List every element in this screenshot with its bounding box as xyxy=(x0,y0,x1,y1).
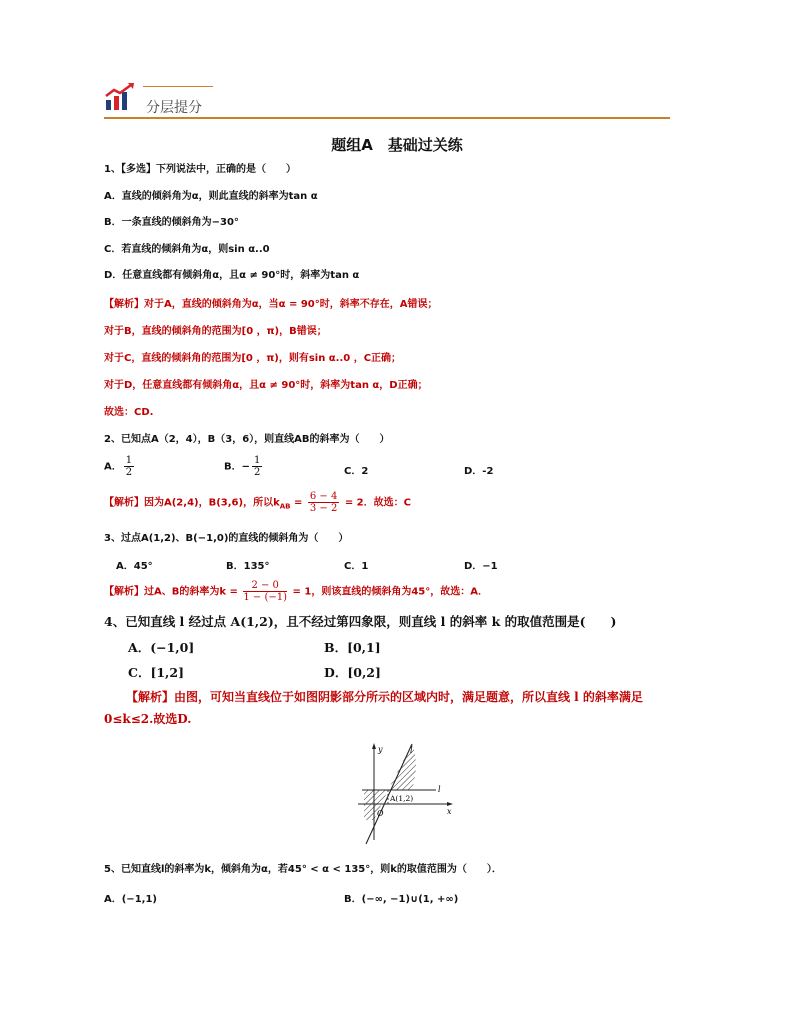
q4-option-d: D．[0,2] xyxy=(324,665,381,680)
q3-solution-numerator: 2 − 0 xyxy=(243,580,287,592)
q4-solution-2: 0≤k≤2.故选D. xyxy=(104,712,192,726)
header-top-rule xyxy=(143,86,213,87)
q3-solution xyxy=(104,580,488,603)
q3-option-c: C．1 xyxy=(344,561,369,572)
line-l-label-horizontal: l xyxy=(438,785,441,794)
q2-solution-subscript: AB xyxy=(279,502,291,511)
q1-solution-2: 对于B，直线的倾斜角的范围为[0 ，π)，B错误； xyxy=(104,326,327,337)
q4-stem: 4、已知直线 l 经过点 A(1,2)，且不经过第四象限，则直线 l 的斜率 k 的取值范围是( ) xyxy=(104,614,617,629)
q2-option-d: D．-2 xyxy=(464,466,494,477)
q3-solution-denominator: 1 − (−1) xyxy=(243,592,288,603)
q2-a-denominator: 2 xyxy=(125,467,133,478)
q4-option-b: B．[0,1] xyxy=(324,640,381,655)
q1-option-b: B．一条直线的倾斜角为−30° xyxy=(104,217,239,228)
chart-growth-icon xyxy=(104,82,136,112)
q1-option-a: A．直线的倾斜角为α，则此直线的斜率为tan α xyxy=(104,191,318,202)
q1-solution-4: 对于D，任意直线都有倾斜角α，且α ≠ 90°时，斜率为tan α，D正确； xyxy=(104,380,428,391)
q3-option-d: D．−1 xyxy=(464,561,498,572)
q2-option-c: C．2 xyxy=(344,466,369,477)
q4-figure xyxy=(350,740,460,845)
q2-solution-prefix: 【解析】因为A(2,4)，B(3,6)，所以k xyxy=(104,497,280,509)
q2-option-b-prefix: B．− xyxy=(224,461,251,473)
q2-b-denominator: 2 xyxy=(254,467,261,478)
q2-solution-suffix: = 2．故选：C xyxy=(344,497,411,509)
y-axis-arrow-icon xyxy=(372,743,376,749)
q2-a-numerator: 1 xyxy=(125,455,133,466)
q4-option-a: A．(−1,0] xyxy=(128,640,195,655)
q2-stem: 2、已知点A（2，4），B（3，6），则直线AB的斜率为（ ） xyxy=(104,434,390,445)
q2-solution xyxy=(104,491,411,514)
header-label: 分层提分 xyxy=(146,100,202,116)
q1-option-d: D．任意直线都有倾斜角α，且α ≠ 90°时，斜率为tan α xyxy=(104,270,360,281)
q1-stem: 1、【多选】下列说法中，正确的是（ ） xyxy=(104,164,296,175)
q1-solution-1: 【解析】对于A，直线的倾斜角为α，当α = 90°时，斜率不存在，A错误； xyxy=(104,299,438,310)
q3-solution-prefix: 【解析】过A、B的斜率为k = xyxy=(104,586,238,598)
header-rule xyxy=(104,117,670,119)
page-title: 题组A 基础过关练 xyxy=(331,136,463,154)
q3-option-b: B．135° xyxy=(226,561,270,572)
q5-option-a: A．(−1,1) xyxy=(104,894,157,905)
y-axis-label: y xyxy=(378,745,383,754)
q2-solution-numerator: 6 − 4 xyxy=(309,491,338,502)
q2-solution-denominator: 3 − 2 xyxy=(309,503,338,514)
q2-option-a xyxy=(104,455,136,478)
q5-option-b: B．(−∞, −1)∪(1, +∞) xyxy=(344,894,459,905)
x-axis-label: x xyxy=(447,807,452,816)
line-l-label-steep: l xyxy=(410,746,413,755)
q1-option-c: C．若直线的倾斜角为α，则sin α..0 xyxy=(104,244,270,255)
origin-label: O xyxy=(377,809,384,818)
x-axis-arrow-icon xyxy=(447,802,453,806)
q3-option-a: A．45° xyxy=(116,561,153,572)
q1-solution-5: 故选：CD. xyxy=(104,407,154,418)
point-a-label: A(1,2) xyxy=(390,794,414,803)
q4-solution-1: 【解析】由图，可知当直线位于如图阴影部分所示的区域内时，满足题意，所以直线 l 的斜率满足 xyxy=(126,690,643,704)
q1-solution-3: 对于C，直线的倾斜角的范围为[0 ，π)，则有sin α..0 ，C正确； xyxy=(104,353,402,364)
q2-solution-equals: = xyxy=(290,497,303,509)
q4-option-c: C．[1,2] xyxy=(128,665,185,680)
q2-option-a-prefix: A． xyxy=(104,461,122,473)
q5-stem: 5、已知直线l的斜率为k，倾斜角为α，若45° < α < 135°，则k的取值范围为（ ）． xyxy=(104,864,502,875)
q3-solution-suffix: = 1，则该直线的倾斜角为45°，故选：A． xyxy=(292,586,488,598)
q3-stem: 3、过点A(1,2)、B(−1,0)的直线的倾斜角为（ ） xyxy=(104,533,349,544)
q2-b-numerator: 1 xyxy=(254,455,261,466)
q2-option-b xyxy=(224,455,264,478)
